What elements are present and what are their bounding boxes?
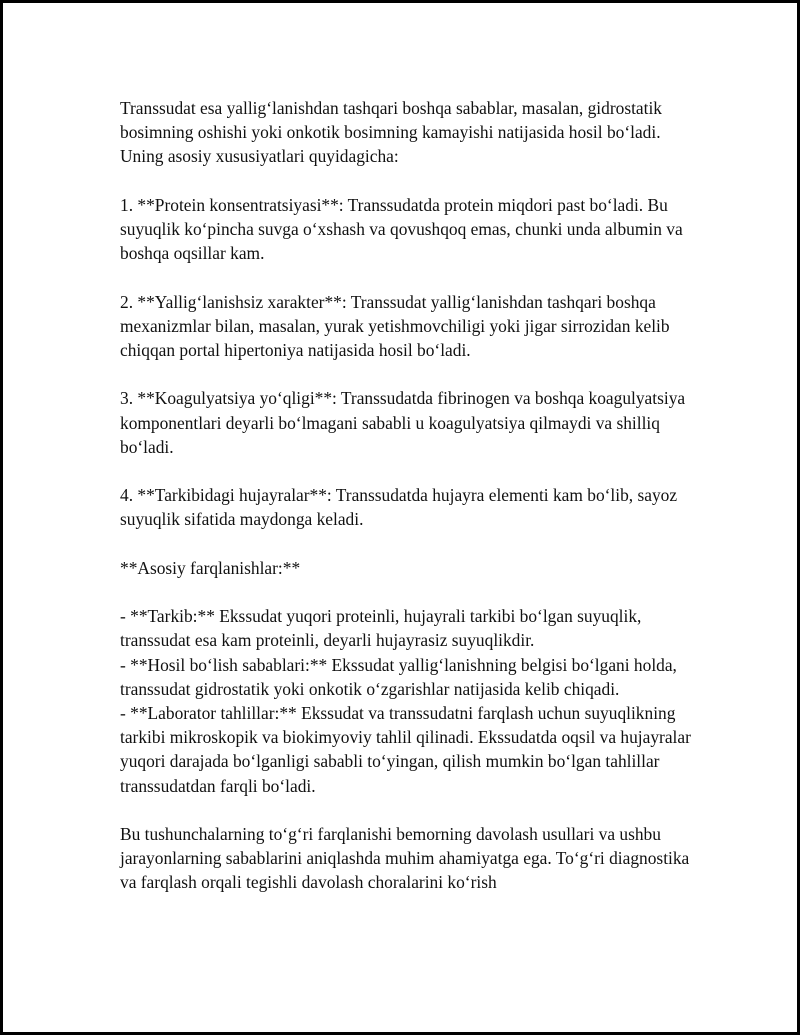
conclusion-paragraph: Bu tushunchalarning to‘g‘ri farqlanishi bemorning davolash usullari va ushbu jarayonlarning sabablarini aniqlashda muhim ahamiyatga ega. To‘g‘ri diagnostika va farqlash orqali tegishli davolash choralarini ko‘rish bbox=[120, 823, 690, 893]
document-body bbox=[120, 96, 700, 919]
intro-paragraph: Transsudat esa yallig‘lanishdan tashqari boshqa sabablar, masalan, gidrostatik bosimning oshishi yoki onkotik bosimning kamayishi natijasida hosil bo‘ladi. Uning asosiy xususiyatlari quyidagicha: bbox=[120, 98, 662, 167]
list-item-protein: 1. **Protein konsentratsiyasi**: Transsudatda protein miqdori past bo‘ladi. Bu suyuqlik ko‘pincha suvga o‘xshash va qovushqoq emas, chunki unda albumin va boshqa oqsillar kam. bbox=[120, 194, 683, 264]
list-item-coagulation: 3. **Koagulyatsiya yo‘qligi**: Transsudatda fibrinogen va boshqa koagulyatsiya komponentlari deyarli bo‘lmagani sababli u koagulyatsiya qilmaydi va shilliq bo‘ladi. bbox=[120, 388, 686, 457]
difference-causes: - **Hosil bo‘lish sabablari:** Ekssudat yallig‘lanishning belgisi bo‘lgani holda, transsudat gidrostatik yoki onkotik o‘zgarishlar natijasida kelib chiqadi. bbox=[120, 654, 677, 699]
list-item-cells: 4. **Tarkibidagi hujayralar**: Transsudatda hujayra elementi kam bo‘lib, sayoz suyuqlik sifatida maydonga keladi. bbox=[120, 485, 678, 530]
section-heading: **Asosiy farqlanishlar:** bbox=[120, 557, 301, 578]
difference-composition: - **Tarkib:** Ekssudat yuqori proteinli, hujayrali tarkibi bo‘lgan suyuqlik, transsudat esa kam proteinli, deyarli hujayrasiz suyuqlikdir. bbox=[120, 606, 642, 651]
list-item-character: 2. **Yallig‘lanishsiz xarakter**: Transsudat yallig‘lanishdan tashqari boshqa mexanizmlar bilan, masalan, yurak yetishmovchiligi yoki jigar sirrozidan kelib chiqqan portal hipertoniya natijasida hosil bo‘ladi. bbox=[120, 291, 670, 360]
difference-lab-tests: - **Laborator tahlillar:** Ekssudat va transsudatni farqlash uchun suyuqlikning tarkibi mikroskopik va biokimyoviy tahlil qilinadi. Ekssudatda oqsil va hujayralar yuqori darajada bo‘lganligi sababli to‘yingan, qilish mumkin bo‘lgan tahlillar transsudatdan farqli bo‘ladi. bbox=[120, 702, 691, 796]
